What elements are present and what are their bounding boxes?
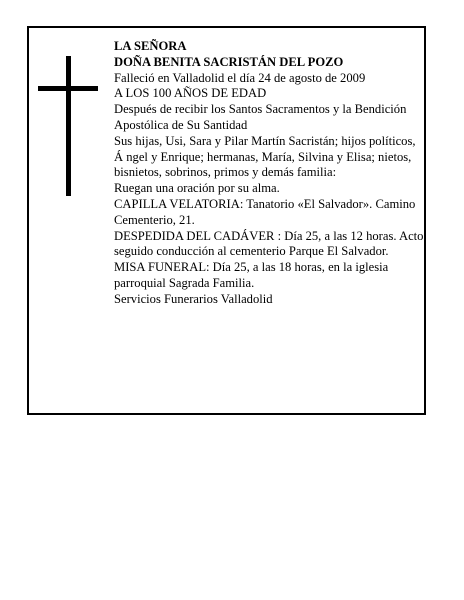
funeral-services: Servicios Funerarios Valladolid <box>114 291 273 306</box>
obituary-text <box>114 39 426 308</box>
age-statement: A LOS 100 AÑOS DE EDAD <box>114 86 267 101</box>
notice-title: LA SEÑORA <box>114 39 187 53</box>
cross-horizontal-bar <box>38 86 98 91</box>
farewell-info: DESPEDIDA DEL CADÁVER : Día 25, a las 12 horas. Acto seguido conducción al cementerio Parque El Salvador. <box>114 228 424 259</box>
cross-vertical-bar <box>66 56 71 196</box>
deceased-name: DOÑA BENITA SACRISTÁN DEL POZO <box>114 54 344 69</box>
death-statement: Falleció en Valladolid el día 24 de agosto de 2009 <box>114 70 366 85</box>
sacraments-statement: Después de recibir los Santos Sacramentos y la Bendición Apostólica de Su Santidad <box>114 102 407 132</box>
chapel-info: CAPILLA VELATORIA: Tanatorio «El Salvador». Camino Cementerio, 21. <box>114 196 416 227</box>
family-list: Sus hijas, Usi, Sara y Pilar Martín Sacristán; hijos políticos, Á ngel y Enrique; hermanas, María, Silvina y Elisa; nietos, bisnietos, sobrinos, primos y demás familia: <box>114 133 416 180</box>
prayer-request: Ruegan una oración por su alma. <box>114 181 280 196</box>
mass-info: MISA FUNERAL: Día 25, a las 18 horas, en la iglesia parroquial Sagrada Familia. <box>114 260 389 290</box>
